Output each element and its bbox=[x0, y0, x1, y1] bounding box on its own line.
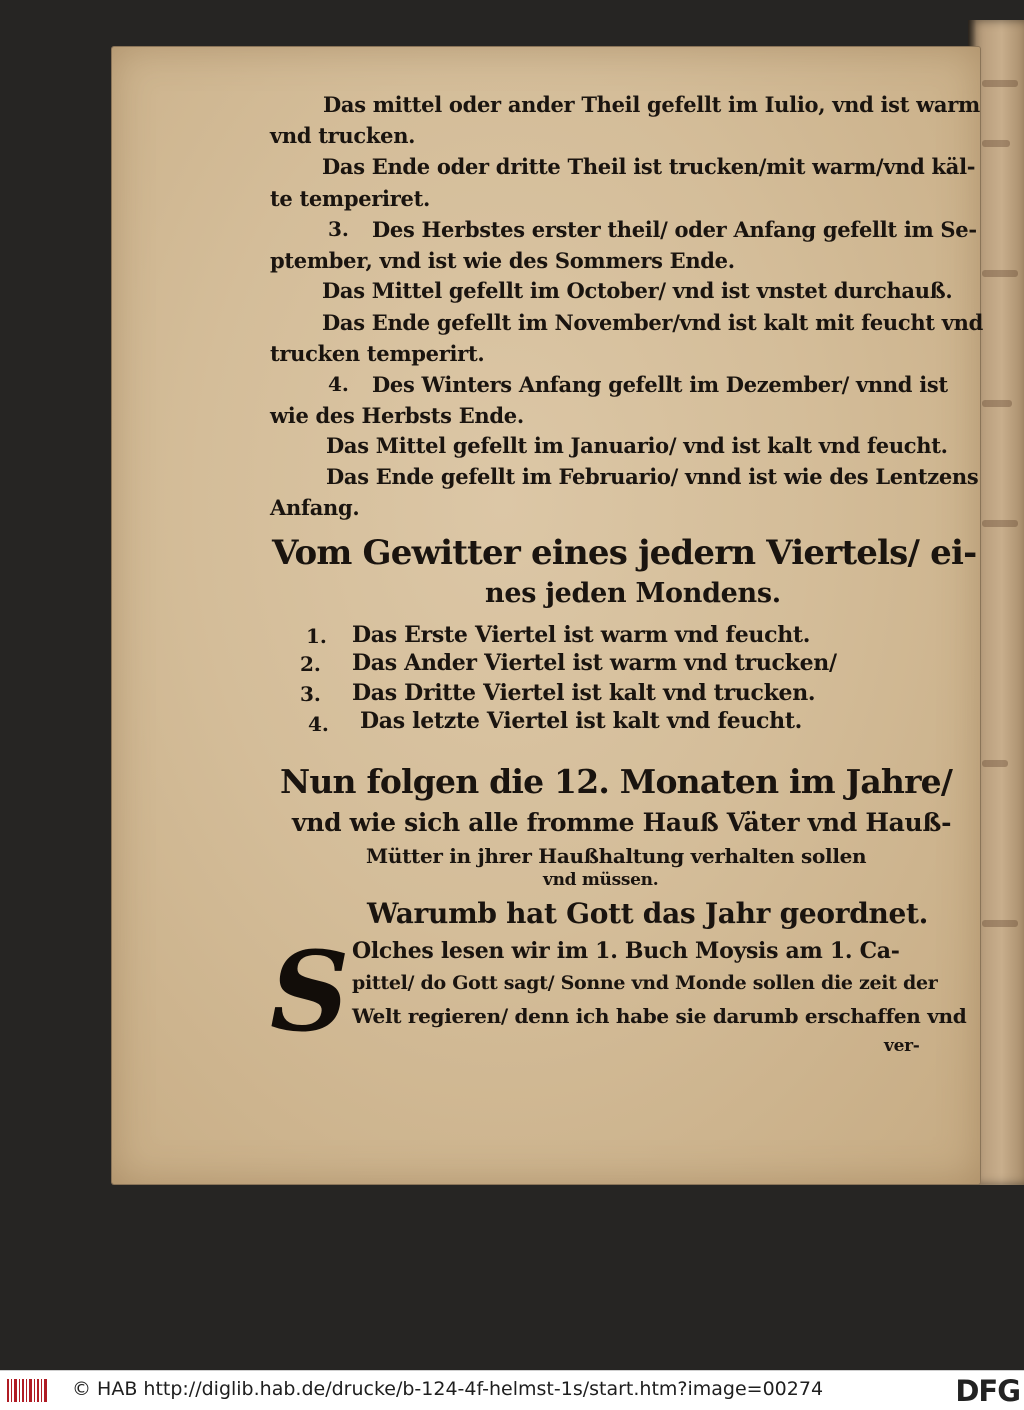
paragraph-number: 4. bbox=[328, 372, 349, 396]
footer-bar bbox=[0, 1370, 1024, 1410]
list-item: Das letzte Viertel ist kalt vnd feucht. bbox=[360, 708, 803, 734]
text-line: Welt regieren/ denn ich habe sie darumb erschaffen vnd bbox=[352, 1004, 967, 1028]
list-number: 3. bbox=[300, 682, 321, 706]
text-line: Das Ende oder dritte Theil ist trucken/mit warm/vnd käl- bbox=[322, 154, 976, 179]
section-heading: vnd müssen. bbox=[543, 870, 659, 890]
text-line: Das Mittel gefellt im Januario/ vnd ist kalt vnd feucht. bbox=[326, 433, 948, 458]
barcode-icon bbox=[6, 1377, 48, 1404]
text-line: ptember, vnd ist wie des Sommers Ende. bbox=[270, 248, 735, 273]
section-heading: Nun folgen die 12. Monaten im Jahre/ bbox=[280, 762, 953, 801]
text-line: pittel/ do Gott sagt/ Sonne vnd Monde sollen die zeit der bbox=[352, 972, 938, 994]
list-item: Das Dritte Viertel ist kalt vnd trucken. bbox=[352, 680, 816, 706]
text-line: te temperiret. bbox=[270, 186, 430, 211]
list-number: 2. bbox=[300, 652, 321, 676]
list-item: Das Ander Viertel ist warm vnd trucken/ bbox=[352, 650, 837, 676]
list-item: Das Erste Viertel ist warm vnd feucht. bbox=[352, 622, 811, 648]
text-line: Das mittel oder ander Theil gefellt im Iulio, vnd ist warm bbox=[323, 92, 980, 117]
section-heading: vnd wie sich alle fromme Hauß Väter vnd Hauß- bbox=[292, 808, 952, 837]
subheading: Warumb hat Gott das Jahr geordnet. bbox=[367, 897, 929, 930]
text-line: Des Winters Anfang gefellt im Dezember/ vnnd ist bbox=[372, 372, 948, 397]
dfg-logo: DFG bbox=[955, 1374, 1020, 1408]
text-line: Das Ende gefellt im Februario/ vnnd ist wie des Lentzens bbox=[326, 464, 979, 489]
text-line: Des Herbstes erster theil/ oder Anfang gefellt im Se- bbox=[372, 217, 977, 242]
catchword: ver- bbox=[884, 1036, 920, 1056]
source-url[interactable]: © HAB http://diglib.hab.de/drucke/b-124-4f-helmst-1s/start.htm?image=00274 bbox=[72, 1378, 824, 1400]
section-heading: Vom Gewitter eines jedern Viertels/ ei- bbox=[272, 533, 977, 573]
text-line: trucken temperirt. bbox=[270, 341, 485, 366]
list-number: 4. bbox=[308, 712, 329, 736]
text-line: Anfang. bbox=[270, 495, 360, 520]
text-line: wie des Herbsts Ende. bbox=[270, 403, 524, 428]
text-line: Olches lesen wir im 1. Buch Moysis am 1. Ca- bbox=[352, 938, 900, 964]
paragraph-number: 3. bbox=[328, 217, 349, 241]
list-number: 1. bbox=[306, 624, 327, 648]
text-line: vnd trucken. bbox=[270, 123, 416, 148]
section-heading: Mütter in jhrer Haußhaltung verhalten sollen bbox=[366, 844, 867, 868]
drop-cap: S bbox=[270, 927, 350, 1056]
section-heading: nes jeden Mondens. bbox=[485, 578, 781, 609]
text-line: Das Ende gefellt im November/vnd ist kalt mit feucht vnd bbox=[322, 310, 983, 335]
text-line: Das Mittel gefellt im October/ vnd ist vnstet durchauß. bbox=[322, 278, 953, 303]
